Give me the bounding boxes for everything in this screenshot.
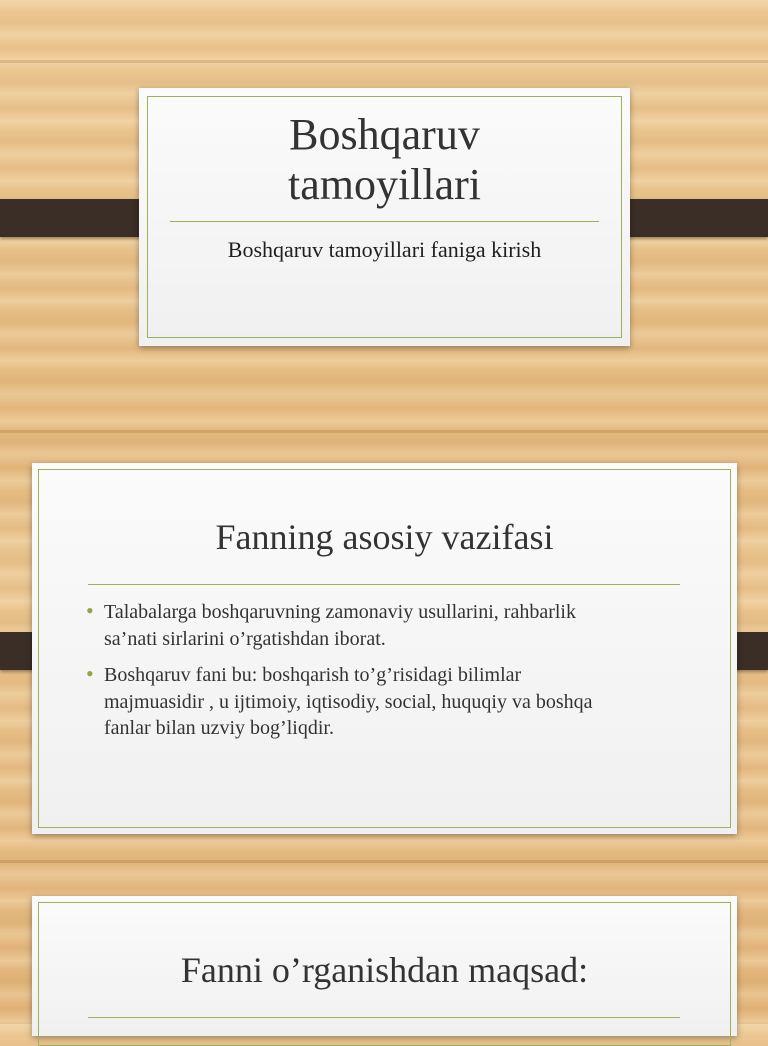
title-line-1: Boshqaruv xyxy=(289,110,480,159)
bullet-item xyxy=(86,599,686,652)
slide-clip-right xyxy=(612,199,768,237)
title-divider xyxy=(88,584,680,585)
bullet-text-line: majmuasidir , u ijtimoiy, iqtisodiy, social, huquqiy va boshqa xyxy=(104,690,593,713)
slide-clip-left xyxy=(0,199,156,237)
title-divider xyxy=(170,221,599,222)
wood-grain-line xyxy=(0,860,768,863)
bullet-list xyxy=(86,599,686,752)
wood-grain-line xyxy=(0,430,768,433)
bullet-text-line: Talabalarga boshqaruvning zamonaviy usullarini, rahbarlik xyxy=(104,601,576,623)
wood-grain-line xyxy=(0,60,768,63)
slide-subtitle: Boshqaruv tamoyillari faniga kirish xyxy=(227,237,542,262)
bullet-dot-icon: • xyxy=(86,598,94,623)
slide-content[interactable] xyxy=(32,463,737,834)
title-line-2: tamoyillari xyxy=(287,160,482,209)
slide-content[interactable] xyxy=(32,896,737,1036)
bullet-text-line: fanlar bilan uzviy bog’liqdir. xyxy=(104,717,334,739)
title-divider xyxy=(88,1017,680,1018)
slide-heading: Fanning asosiy vazifasi xyxy=(215,517,554,557)
slide-title-heading xyxy=(139,110,630,210)
bullet-text-line: Boshqaruv fani bu: boshqarish to’g’risidagi bilimlar xyxy=(104,664,522,686)
slide-title[interactable] xyxy=(139,88,630,346)
bullet-item xyxy=(86,662,686,742)
slide-heading: Fanni o’rganishdan maqsad: xyxy=(180,950,589,990)
bullet-dot-icon: • xyxy=(86,661,94,686)
bullet-text-line: sa’nati sirlarini o’rgatishdan iborat. xyxy=(104,627,386,650)
